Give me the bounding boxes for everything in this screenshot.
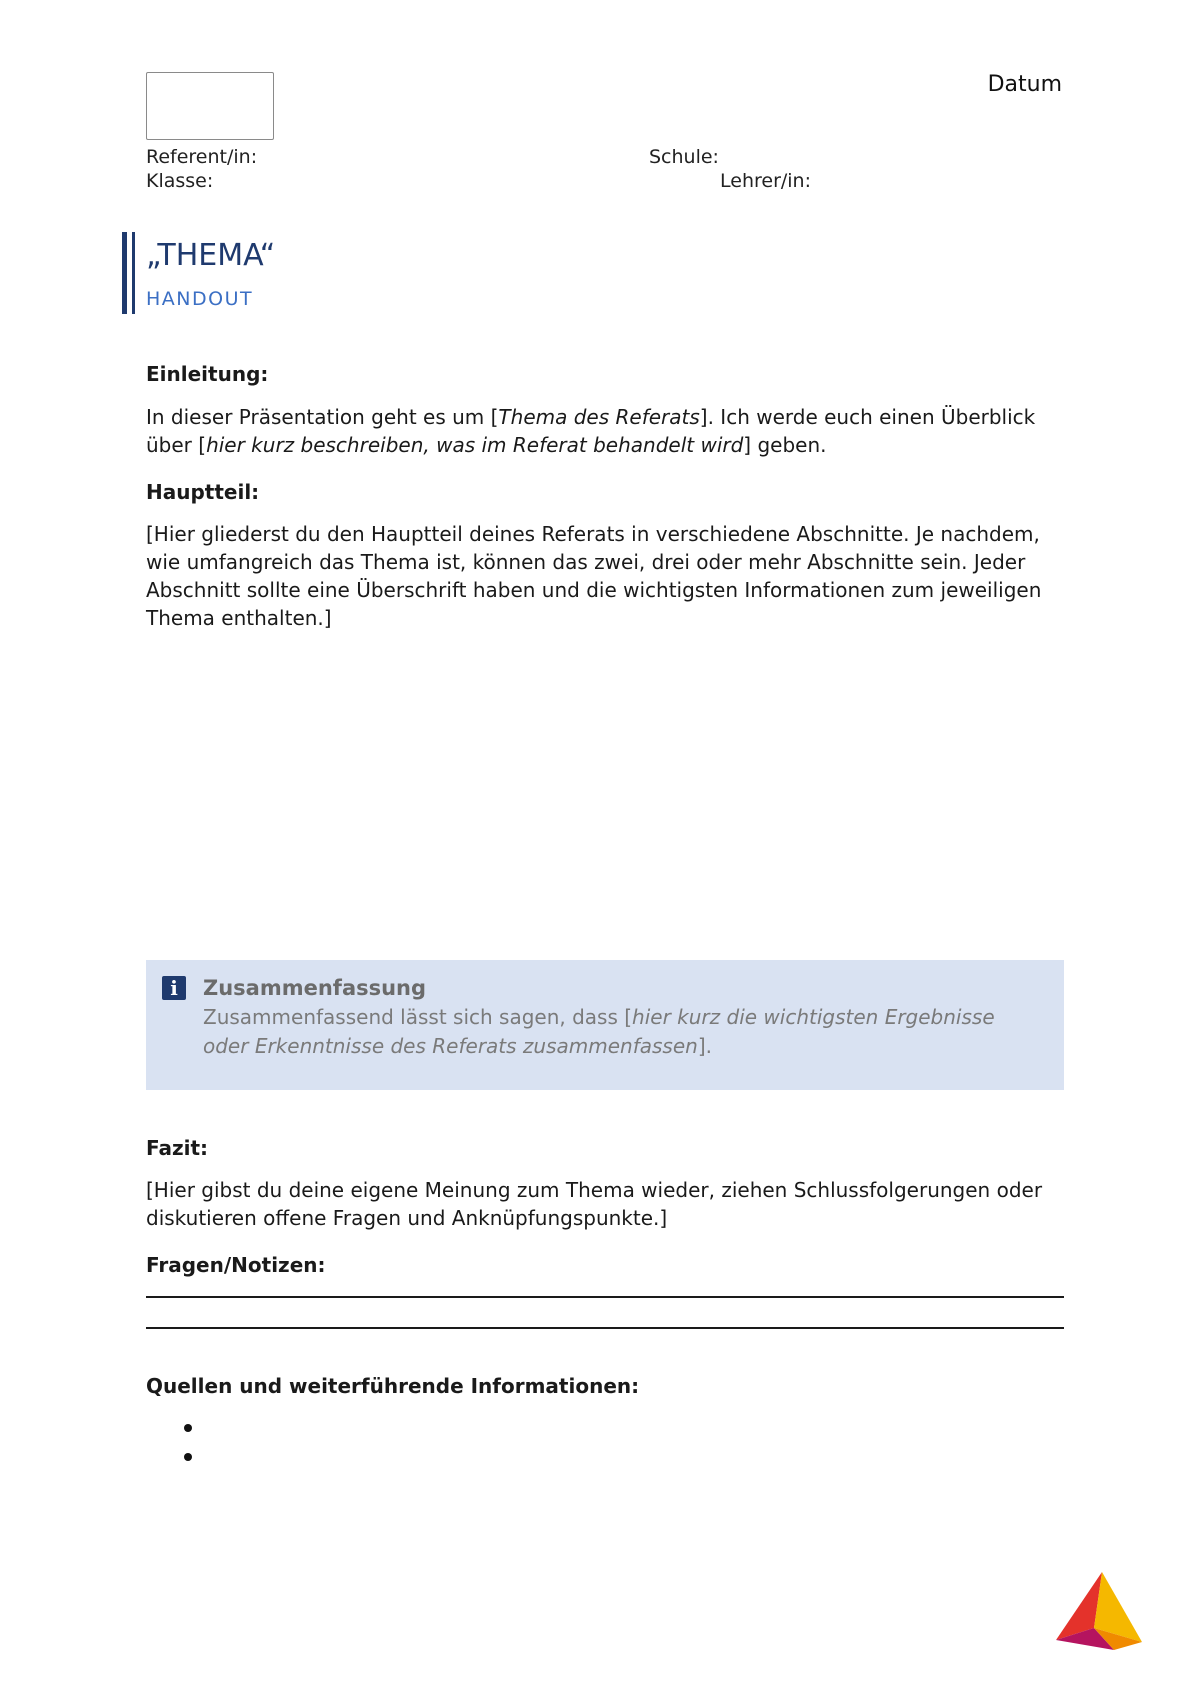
- fazit-heading: Fazit:: [146, 1136, 209, 1160]
- title-accent-bar: [122, 232, 127, 314]
- quellen-heading: Quellen und weiterführende Informationen:: [146, 1374, 640, 1398]
- referent-label: Referent/in:: [146, 146, 258, 168]
- einleitung-heading: Einleitung:: [146, 362, 269, 386]
- summary-info-box: [146, 960, 1064, 1090]
- hauptteil-heading: Hauptteil:: [146, 480, 260, 504]
- klasse-label: Klasse:: [146, 170, 214, 192]
- summary-title: Zusammenfassung: [203, 976, 427, 1000]
- notes-line-1: [146, 1296, 1064, 1298]
- logo-placeholder-box: [146, 72, 274, 140]
- info-icon: i: [162, 976, 186, 1000]
- date-label: Datum: [987, 72, 1062, 97]
- page-title: „THEMA“: [146, 238, 276, 273]
- fazit-text: [Hier gibst du deine eigene Meinung zum Thema wieder, ziehen Schlussfolgerungen oder diskutieren offene Fragen und Anknüpfungspunkte.]: [146, 1178, 1043, 1230]
- page-subtitle: HANDOUT: [146, 288, 254, 310]
- sources-list: [146, 1414, 184, 1472]
- notes-line-2: [146, 1327, 1064, 1329]
- schule-label: Schule:: [649, 146, 719, 168]
- fragen-heading: Fragen/Notizen:: [146, 1253, 326, 1277]
- hauptteil-text: [Hier gliederst du den Hauptteil deines Referats in verschiedene Abschnitte. Je nachdem, wie umfangreich das Thema ist, können das zwei, drei oder mehr Abschnitte sein. Jeder Abschnitt sollte eine Überschrift haben und die wichtigsten Informationen zum jeweiligen Thema enthalten.]: [146, 522, 1042, 630]
- title-accent-bar-thin: [132, 232, 135, 314]
- brand-logo-icon: [1054, 1570, 1144, 1652]
- lehrer-label: Lehrer/in:: [720, 170, 812, 192]
- summary-text: Zusammenfassend lässt sich sagen, dass [hier kurz die wichtigsten Ergebnisse oder Erkenntnisse des Referats zusammenfassen].: [203, 1005, 995, 1058]
- einleitung-text: In dieser Präsentation geht es um [Thema des Referats]. Ich werde euch einen Überblick über [hier kurz beschreiben, was im Referat behandelt wird] geben.: [146, 405, 1036, 457]
